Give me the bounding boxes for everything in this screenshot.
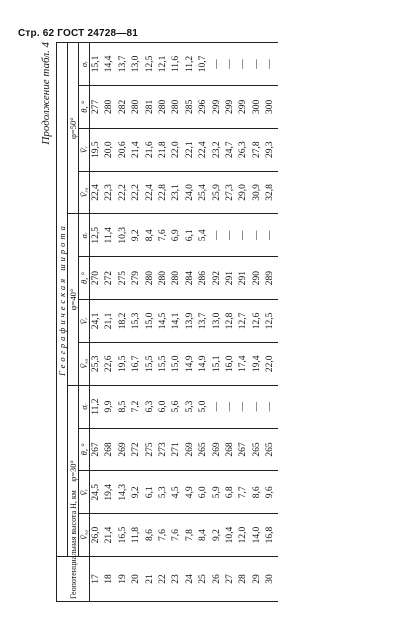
table-cell: 22,3 [103,171,116,214]
table-cell: 22,2 [130,171,143,214]
table-cell: 8,5 [117,385,130,428]
table-cell: 6,8 [224,471,237,514]
height-cell: 23 [170,557,183,602]
table-cell: 20,0 [103,128,116,171]
table-cell: 273 [157,428,170,471]
table-row [264,43,277,602]
table-cell: 15,0 [170,342,183,385]
table-cell: 7,6 [170,514,183,557]
table-cell: 12,6 [251,300,264,343]
table-cell: 281 [144,85,157,128]
table-cell: 12,8 [224,300,237,343]
table-cell: 275 [144,428,157,471]
table-cell: 19,4 [251,342,264,385]
table-cell: — [237,43,250,86]
table-cell: 22,0 [170,128,183,171]
table-cell: 16,8 [264,514,277,557]
table-row [184,43,197,602]
table-cell: 5,3 [184,385,197,428]
table-cell: 15,5 [157,342,170,385]
latitude-subheader: φ=30° [68,385,79,556]
table-cell: 22,4 [197,128,210,171]
continuation-label: Продолжение табл. 4 [40,42,52,145]
table-cell: 265 [264,428,277,471]
table-cell: 22,2 [117,171,130,214]
table-cell: 27,8 [251,128,264,171]
height-cell: 25 [197,557,210,602]
table-cell: 269 [117,428,130,471]
table-cell: 280 [157,85,170,128]
table-cell: 13,7 [197,300,210,343]
table-cell: 21,1 [103,300,116,343]
table-cell: 22,4 [144,171,157,214]
table-cell: 16,5 [117,514,130,557]
table-cell: 14,9 [184,342,197,385]
table-cell: 290 [251,257,264,300]
table-cell: 272 [130,428,143,471]
column-header: θ, ° [79,257,90,300]
height-header: Геопотенциальная высота H, км [57,557,90,602]
table-cell: 24,1 [90,300,104,343]
table-cell: 284 [184,257,197,300]
table-cell: 9,2 [211,514,224,557]
table-cell: 11,6 [170,43,183,86]
table-cell: 25,3 [90,342,104,385]
table-cell: 4,9 [184,471,197,514]
table-cell: 15,1 [90,43,104,86]
table-cell: 16,7 [130,342,143,385]
table-cell: 12,5 [264,300,277,343]
table-cell: 289 [264,257,277,300]
table-row [211,43,224,602]
table-cell: 13,7 [117,43,130,86]
table-cell: 265 [251,428,264,471]
table-cell: 300 [264,85,277,128]
table-cell: 27,3 [224,171,237,214]
table-cell: 10,4 [224,514,237,557]
table-cell: 271 [170,428,183,471]
table-cell: 16,0 [224,342,237,385]
table-cell: — [264,43,277,86]
latitude-subheader: φ=40° [68,214,79,385]
table-cell: 8,6 [144,514,157,557]
wind-table [56,42,278,602]
table-cell: 13,0 [130,43,143,86]
table-cell: — [211,214,224,257]
table-cell: 280 [170,257,183,300]
table-cell: 12,7 [237,300,250,343]
height-cell: 29 [251,557,264,602]
height-cell: 20 [130,557,143,602]
height-cell: 18 [103,557,116,602]
column-header: V̄ₓₐ [79,514,90,557]
table-row [197,43,210,602]
table-cell: 15,1 [211,342,224,385]
table-cell: 8,6 [251,471,264,514]
table-row [90,43,104,602]
table-cell: 22,6 [103,342,116,385]
table-cell: 267 [237,428,250,471]
table-cell: 11,2 [90,385,104,428]
table-cell: 19,5 [117,342,130,385]
table-cell: 19,5 [90,128,104,171]
table-cell: 285 [184,85,197,128]
table-cell: 21,6 [144,128,157,171]
table-cell: — [237,385,250,428]
column-header: σᵣ [79,385,90,428]
table-cell: — [251,214,264,257]
table-cell: 7,2 [130,385,143,428]
column-header: V̄ᵣ [79,300,90,343]
table-cell: 277 [90,85,104,128]
column-header: σᵣ [79,43,90,86]
table-cell: 282 [117,85,130,128]
table-cell: — [224,214,237,257]
table-cell: 300 [251,85,264,128]
table-row [224,43,237,602]
table-cell: — [211,385,224,428]
table-cell: 22,1 [184,128,197,171]
table-cell: 269 [211,428,224,471]
table-cell: 9,6 [264,471,277,514]
table-row [103,43,116,602]
table-cell: 280 [170,85,183,128]
table-cell: 14,9 [197,342,210,385]
table-cell: 292 [211,257,224,300]
table-cell: 17,4 [237,342,250,385]
height-cell: 19 [117,557,130,602]
table-cell: 30,9 [251,171,264,214]
table-cell: 6,1 [144,471,157,514]
height-cell: 27 [224,557,237,602]
table-cell: 267 [90,428,104,471]
table-cell: 13,0 [211,300,224,343]
table-cell: 7,7 [237,471,250,514]
table-cell: 269 [184,428,197,471]
table-cell: — [251,43,264,86]
table-cell: 12,0 [237,514,250,557]
table-row [144,43,157,602]
table-cell: 270 [90,257,104,300]
table-cell: 299 [224,85,237,128]
table-cell: 12,5 [90,214,104,257]
table-cell: 24,5 [90,471,104,514]
table-cell: 15,3 [130,300,143,343]
table-cell: 299 [237,85,250,128]
table-cell: 15,5 [144,342,157,385]
table-cell: 12,5 [144,43,157,86]
table-cell: 291 [237,257,250,300]
table-cell: — [264,214,277,257]
table-cell: 21,4 [103,514,116,557]
table-row [130,43,143,602]
table-cell: 10,3 [117,214,130,257]
table-cell: 6,3 [144,385,157,428]
table-cell: 20,6 [117,128,130,171]
table-cell: — [224,385,237,428]
height-cell: 28 [237,557,250,602]
table-cell: 5,0 [197,385,210,428]
table-cell: 29,3 [264,128,277,171]
table-cell: 29,0 [237,171,250,214]
table-cell: 14,5 [157,300,170,343]
table-cell: — [237,214,250,257]
column-header: θ, ° [79,428,90,471]
height-cell: 26 [211,557,224,602]
table-cell: 15,0 [144,300,157,343]
table-row [157,43,170,602]
table-cell: 11,2 [184,43,197,86]
table-cell: 23,1 [170,171,183,214]
page-header: Стр. 62 ГОСТ 24728—81 [18,28,138,39]
latitude-subheader: φ=50° [68,43,79,214]
table-cell: 5,6 [170,385,183,428]
table-cell: 22,0 [264,342,277,385]
table-cell: 11,4 [103,214,116,257]
table-cell: 299 [211,85,224,128]
table-cell: 8,4 [197,514,210,557]
height-cell: 30 [264,557,277,602]
table-row [117,43,130,602]
table-cell: 5,3 [157,471,170,514]
table-cell: 12,1 [157,43,170,86]
height-cell: 21 [144,557,157,602]
table-cell: 6,0 [197,471,210,514]
table-cell: 280 [130,85,143,128]
table-cell: 18,2 [117,300,130,343]
table-cell: 26,0 [90,514,104,557]
height-cell: 17 [90,557,104,602]
table-cell: 279 [130,257,143,300]
table-cell: — [224,43,237,86]
table-cell: 10,7 [197,43,210,86]
table-row [251,43,264,602]
table-cell: 296 [197,85,210,128]
table-cell: 26,3 [237,128,250,171]
table-cell: — [251,385,264,428]
table-cell: 6,1 [184,214,197,257]
height-cell: 24 [184,557,197,602]
table-cell: 7,6 [157,514,170,557]
table-cell: 8,4 [144,214,157,257]
table-cell: 22,8 [157,171,170,214]
table-cell: 275 [117,257,130,300]
table-cell: 4,5 [170,471,183,514]
table-cell: 21,8 [157,128,170,171]
table-cell: 22,4 [90,171,104,214]
table-cell: — [211,43,224,86]
table-cell: 14,1 [170,300,183,343]
table-cell: 280 [103,85,116,128]
table-cell: 268 [224,428,237,471]
table-row [170,43,183,602]
height-cell: 22 [157,557,170,602]
table-cell: 32,8 [264,171,277,214]
table-row [237,43,250,602]
table-cell: 9,2 [130,471,143,514]
table-cell: — [264,385,277,428]
table-cell: 14,3 [117,471,130,514]
table-cell: 265 [197,428,210,471]
column-header: σᵣ [79,214,90,257]
table-cell: 9,9 [103,385,116,428]
table-cell: 19,4 [103,471,116,514]
table-cell: 23,2 [211,128,224,171]
table-cell: 13,9 [184,300,197,343]
latitude-group-header: Географическая широта [57,43,68,557]
table-cell: 7,8 [184,514,197,557]
table-cell: 25,4 [197,171,210,214]
table-cell: 268 [103,428,116,471]
rotated-table-block [40,42,400,602]
column-header: θ, ° [79,85,90,128]
column-header: V̄ᵣ [79,128,90,171]
table-cell: 11,8 [130,514,143,557]
table-cell: 24,0 [184,171,197,214]
table-cell: 291 [224,257,237,300]
table-cell: 7,6 [157,214,170,257]
table-cell: 6,9 [170,214,183,257]
table-cell: 25,9 [211,171,224,214]
table-cell: 21,4 [130,128,143,171]
table-cell: 6,0 [157,385,170,428]
table-cell: 24,7 [224,128,237,171]
table-cell: 280 [157,257,170,300]
table-cell: 9,2 [130,214,143,257]
table-cell: 272 [103,257,116,300]
column-header: V̄ₓₐ [79,171,90,214]
column-header: V̄ₓₐ [79,342,90,385]
table-cell: 14,0 [251,514,264,557]
table-cell: 14,4 [103,43,116,86]
table-cell: 5,4 [197,214,210,257]
table-cell: 286 [197,257,210,300]
table-cell: 5,9 [211,471,224,514]
column-header: V̄ᵣ [79,471,90,514]
table-cell: 280 [144,257,157,300]
